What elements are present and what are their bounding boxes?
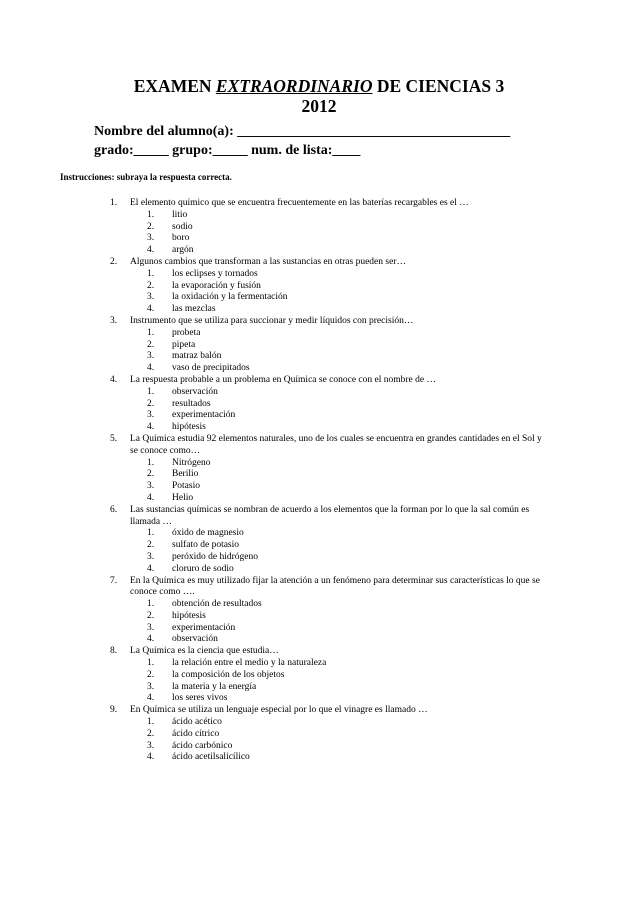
question-text: La Química estudia 92 elementos naturales, uno de los cuales se encuentra en grandes cantidades en el Sol y se conoce como…: [130, 433, 542, 456]
option-text: la evaporación y fusión: [172, 280, 261, 291]
option-number: 3.: [147, 292, 155, 303]
question-6: [0, 505, 638, 576]
answer-option[interactable]: [0, 363, 638, 375]
exam-title: [0, 76, 638, 96]
question-text: En la Química es muy utilizado fijar la atención a un fenómeno para determinar sus características lo que se conoce como ….: [130, 575, 540, 598]
answer-option[interactable]: [0, 422, 638, 434]
answer-option[interactable]: [0, 729, 638, 741]
question-text: La Química es la ciencia que estudia…: [130, 646, 279, 657]
option-number: 4.: [147, 752, 155, 763]
question-text: El elemento químico que se encuentra frecuentemente en las baterías recargables es el …: [130, 198, 469, 208]
option-number: 4.: [147, 363, 155, 374]
option-number: 3.: [147, 551, 155, 562]
answer-option[interactable]: [0, 752, 638, 764]
question-1: [0, 198, 638, 257]
option-number: 1.: [147, 268, 155, 279]
answer-option[interactable]: [0, 634, 638, 646]
exam-year: 2012: [301, 96, 337, 116]
answer-option[interactable]: [0, 552, 638, 564]
option-number: 1.: [147, 528, 155, 539]
question-number: 4.: [110, 374, 118, 385]
option-number: 2.: [147, 339, 155, 350]
option-text: argón: [172, 245, 194, 256]
answer-option[interactable]: [0, 410, 638, 422]
answer-option[interactable]: [0, 292, 638, 304]
answer-option[interactable]: [0, 658, 638, 670]
instructions: Instrucciones: subraya la respuesta correcta.: [60, 172, 232, 182]
answer-option[interactable]: [0, 387, 638, 399]
option-text: los seres vivos: [172, 693, 228, 704]
option-number: 2.: [147, 280, 155, 291]
option-text: Helio: [172, 492, 194, 503]
option-number: 1.: [147, 658, 155, 669]
option-text: obtención de resultados: [172, 599, 262, 610]
option-number: 4.: [147, 245, 155, 256]
option-text: pipeta: [172, 339, 196, 350]
question-4: [0, 375, 638, 434]
question-number: 6.: [110, 504, 118, 515]
answer-option[interactable]: [0, 269, 638, 281]
grade-group-line: grado:_____ grupo:_____ num. de lista:____: [94, 143, 361, 158]
option-number: 4.: [147, 563, 155, 574]
answer-option[interactable]: [0, 540, 638, 552]
option-text: ácido cítrico: [172, 728, 220, 739]
option-number: 3.: [147, 740, 155, 751]
option-number: 2.: [147, 540, 155, 551]
answer-option[interactable]: [0, 399, 638, 411]
option-text: observación: [172, 634, 218, 645]
option-number: 2.: [147, 610, 155, 621]
option-text: sodio: [172, 221, 193, 232]
question-number: 3.: [110, 315, 118, 326]
option-text: cloruro de sodio: [172, 563, 234, 574]
question-7: [0, 576, 638, 647]
option-number: 4.: [147, 693, 155, 704]
answer-option[interactable]: [0, 233, 638, 245]
answer-option[interactable]: [0, 481, 638, 493]
answer-option[interactable]: [0, 528, 638, 540]
option-text: la materia y la energía: [172, 681, 257, 692]
question-text: Instrumento que se utiliza para succionar y medir líquidos con precisión…: [130, 315, 414, 326]
option-number: 2.: [147, 221, 155, 232]
question-text: Algunos cambios que transforman a las sustancias en otras pueden ser…: [130, 256, 406, 267]
answer-option[interactable]: [0, 717, 638, 729]
option-text: Nitrógeno: [172, 457, 211, 468]
option-text: probeta: [172, 327, 201, 338]
answer-option[interactable]: [0, 281, 638, 293]
option-number: 4.: [147, 492, 155, 503]
question-number: 9.: [110, 705, 118, 716]
option-number: 1.: [147, 209, 155, 220]
question-number: 5.: [110, 433, 118, 444]
option-text: observación: [172, 386, 218, 397]
question-text: En Química se utiliza un lenguaje especial por lo que el vinagre es llamado …: [130, 705, 428, 716]
option-text: la oxidación y la fermentación: [172, 292, 288, 303]
option-number: 4.: [147, 634, 155, 645]
option-number: 3.: [147, 351, 155, 362]
question-2: [0, 257, 638, 316]
option-text: experimentación: [172, 410, 236, 421]
answer-option[interactable]: [0, 351, 638, 363]
answer-option[interactable]: [0, 469, 638, 481]
option-number: 2.: [147, 669, 155, 680]
option-text: vaso de precipitados: [172, 363, 250, 374]
option-text: la composición de los objetos: [172, 669, 285, 680]
question-number: 2.: [110, 256, 118, 267]
option-text: las mezclas: [172, 304, 216, 315]
question-5: [0, 434, 638, 505]
option-text: los eclipses y tornados: [172, 268, 258, 279]
question-9: [0, 705, 638, 764]
option-number: 2.: [147, 398, 155, 409]
option-text: Potasio: [172, 481, 200, 492]
student-name-line: Nombre del alumno(a): _______________________________________: [94, 124, 511, 139]
title-prefix: EXAMEN: [133, 76, 216, 96]
question-number: 7.: [110, 575, 118, 586]
answer-option[interactable]: [0, 210, 638, 222]
option-text: boro: [172, 233, 190, 244]
option-text: sulfato de potasio: [172, 540, 240, 551]
option-text: experimentación: [172, 622, 236, 633]
answer-option[interactable]: [0, 741, 638, 753]
option-number: 1.: [147, 386, 155, 397]
option-text: Berilio: [172, 469, 199, 480]
option-number: 1.: [147, 717, 155, 728]
answer-option[interactable]: [0, 682, 638, 694]
option-text: óxido de magnesio: [172, 528, 244, 539]
title-emphasis: EXTRAORDINARIO: [215, 76, 373, 96]
option-number: 4.: [147, 304, 155, 315]
question-text: La respuesta probable a un problema en Química se conoce con el nombre de …: [130, 374, 436, 385]
answer-option[interactable]: [0, 599, 638, 611]
question-number: 8.: [110, 646, 118, 657]
answer-option[interactable]: [0, 670, 638, 682]
answer-option[interactable]: [0, 245, 638, 257]
option-text: resultados: [172, 398, 211, 409]
answer-option[interactable]: [0, 304, 638, 316]
question-3: [0, 316, 638, 375]
option-number: 2.: [147, 728, 155, 739]
answer-option[interactable]: [0, 222, 638, 234]
option-number: 3.: [147, 233, 155, 244]
option-number: 1.: [147, 327, 155, 338]
option-text: la relación entre el medio y la naturaleza: [172, 658, 327, 669]
option-text: ácido acético: [172, 717, 222, 728]
answer-option[interactable]: [0, 623, 638, 635]
option-number: 2.: [147, 469, 155, 480]
answer-option[interactable]: [0, 493, 638, 505]
answer-option[interactable]: [0, 340, 638, 352]
option-number: 3.: [147, 622, 155, 633]
option-text: hipótesis: [172, 422, 206, 433]
answer-option[interactable]: [0, 693, 638, 705]
answer-option[interactable]: [0, 611, 638, 623]
option-number: 3.: [147, 681, 155, 692]
option-text: ácido acetilsalicílico: [172, 752, 250, 763]
option-text: ácido carbónico: [172, 740, 233, 751]
option-number: 1.: [147, 457, 155, 468]
option-number: 3.: [147, 481, 155, 492]
title-suffix: DE CIENCIAS 3: [372, 76, 505, 96]
question-number: 1.: [110, 198, 118, 208]
question-list: [0, 198, 638, 764]
answer-option[interactable]: [0, 458, 638, 470]
question-8: [0, 646, 638, 705]
option-text: matraz balón: [172, 351, 222, 362]
option-text: peróxido de hidrógeno: [172, 551, 259, 562]
option-text: hipótesis: [172, 610, 206, 621]
question-text: Las sustancias químicas se nombran de acuerdo a los elementos que la forman por lo que la sal común es llamada …: [130, 504, 530, 527]
answer-option[interactable]: [0, 328, 638, 340]
option-text: litio: [172, 209, 188, 220]
option-number: 3.: [147, 410, 155, 421]
option-number: 1.: [147, 599, 155, 610]
option-number: 4.: [147, 422, 155, 433]
answer-option[interactable]: [0, 564, 638, 576]
